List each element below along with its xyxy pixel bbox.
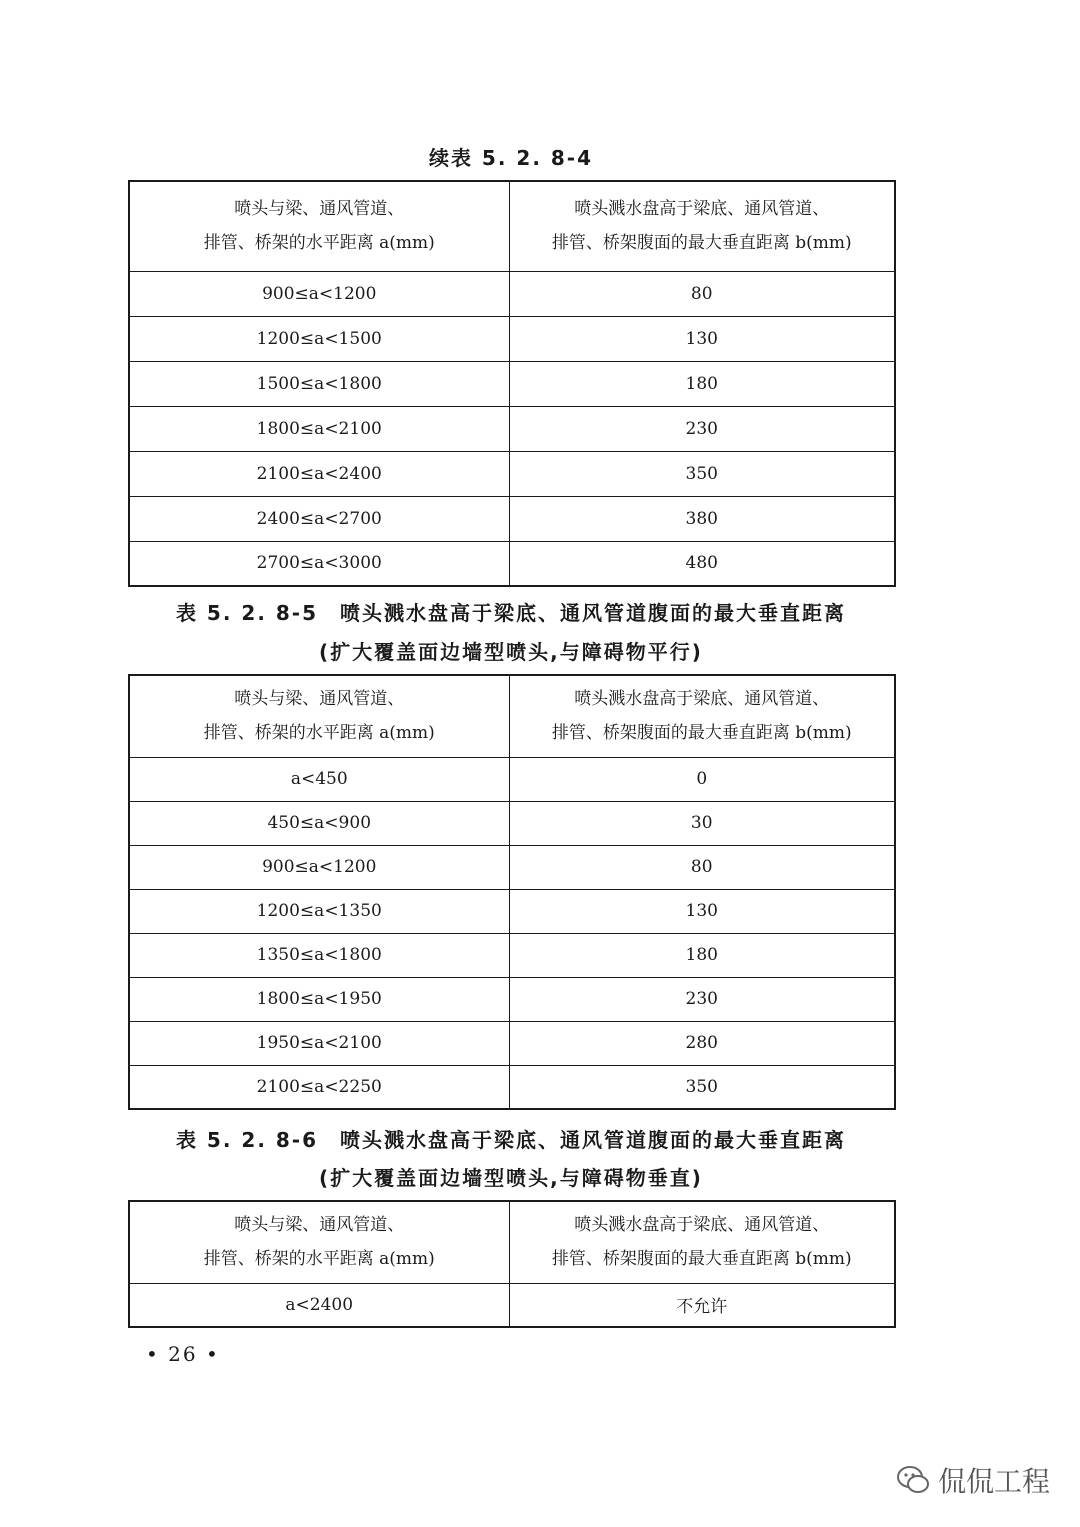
table-header-row: [129, 181, 895, 271]
table-row: 900≤a<1200 80: [129, 271, 895, 316]
table-row: 2100≤a<2400 350: [129, 451, 895, 496]
table-row: 1800≤a<1950 230: [129, 977, 895, 1021]
table-row: 2700≤a<3000 480: [129, 541, 895, 586]
header-horizontal-distance: 喷头与梁、通风管道、 排管、桥架的水平距离 a(mm): [129, 1201, 509, 1283]
table-row: 1800≤a<2100 230: [129, 406, 895, 451]
page-number: • 26 •: [146, 1342, 220, 1366]
table-row: 1200≤a<1350 130: [129, 889, 895, 933]
table-3-caption-title: 喷头溅水盘高于梁底、通风管道腹面的最大垂直距离: [340, 1128, 847, 1152]
table-2-caption: [128, 597, 894, 626]
watermark: [896, 1460, 1050, 1500]
table-3-caption-number: 表 5. 2. 8-6: [175, 1128, 319, 1152]
table-2-caption-subtitle: (扩大覆盖面边墙型喷头,与障碍物平行): [319, 640, 703, 664]
table-3: [128, 1200, 896, 1328]
table-row: a<2400 不允许: [129, 1283, 895, 1327]
table-2-caption-title: 喷头溅水盘高于梁底、通风管道腹面的最大垂直距离: [340, 601, 847, 625]
table-row: 1350≤a<1800 180: [129, 933, 895, 977]
table-header-row: [129, 1201, 895, 1283]
table-row: 2400≤a<2700 380: [129, 496, 895, 541]
watermark-text: 侃侃工程: [938, 1465, 1051, 1498]
header-horizontal-distance: 喷头与梁、通风管道、 排管、桥架的水平距离 a(mm): [129, 181, 509, 271]
header-vertical-distance: 喷头溅水盘高于梁底、通风管道、 排管、桥架腹面的最大垂直距离 b(mm): [509, 1201, 895, 1283]
header-vertical-distance: 喷头溅水盘高于梁底、通风管道、 排管、桥架腹面的最大垂直距离 b(mm): [509, 181, 895, 271]
table-header-row: [129, 675, 895, 757]
table-1: [128, 180, 896, 587]
header-vertical-distance: 喷头溅水盘高于梁底、通风管道、 排管、桥架腹面的最大垂直距离 b(mm): [509, 675, 895, 757]
table-row: 2100≤a<2250 350: [129, 1065, 895, 1109]
table-row: 1500≤a<1800 180: [129, 361, 895, 406]
header-horizontal-distance: 喷头与梁、通风管道、 排管、桥架的水平距离 a(mm): [129, 675, 509, 757]
table-3-caption-subtitle: (扩大覆盖面边墙型喷头,与障碍物垂直): [319, 1166, 703, 1190]
table-row: 1950≤a<2100 280: [129, 1021, 895, 1065]
table-3-caption: [128, 1124, 894, 1153]
wechat-icon: [896, 1465, 930, 1495]
table-1-caption: [128, 142, 894, 171]
table-row: 450≤a<900 30: [129, 801, 895, 845]
table-row: 1200≤a<1500 130: [129, 316, 895, 361]
table-row: a<450 0: [129, 757, 895, 801]
table-row: 900≤a<1200 80: [129, 845, 895, 889]
table-2: [128, 674, 896, 1110]
table-2-caption-number: 表 5. 2. 8-5: [175, 601, 319, 625]
table-1-caption-number: 续表 5. 2. 8-4: [428, 146, 594, 170]
